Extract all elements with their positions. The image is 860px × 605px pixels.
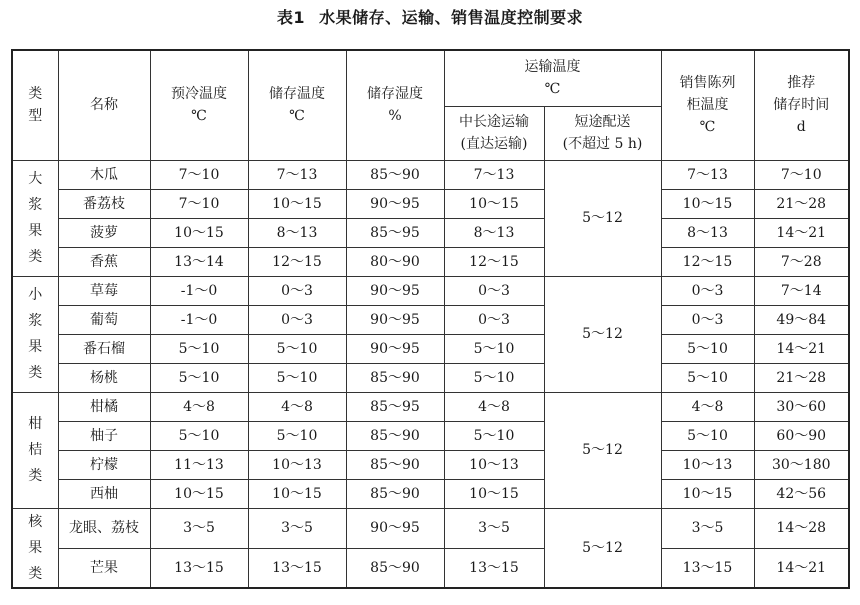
cell-long-transport: 10～15 [444,479,544,508]
cell-long-transport: 0～3 [444,276,544,305]
cell-days: 14～21 [754,548,849,588]
header-transport [444,50,661,106]
cell-humidity: 90～95 [346,334,444,363]
cell-humidity: 90～95 [346,276,444,305]
cell-short-transport: 5～12 [544,160,661,276]
category-char: 类 [28,565,43,582]
cell-days: 7～28 [754,247,849,276]
header-storage-temp [248,50,346,160]
cell-name: 香蕉 [58,247,150,276]
cell-name: 西柚 [58,479,150,508]
table-row [12,218,849,247]
header-sales-unit: ℃ [699,119,716,136]
cell-sales: 7～13 [661,160,754,189]
table-number: 表1 [276,8,306,27]
cell-long-transport: 10～13 [444,450,544,479]
cell-sales: 10～13 [661,450,754,479]
cell-name: 柠檬 [58,450,150,479]
cell-long-transport: 3～5 [444,508,544,548]
cell-precool: 10～15 [150,479,248,508]
header-sales-line1: 销售陈列 [679,75,736,92]
cell-long-transport: 7～13 [444,160,544,189]
cell-days: 42～56 [754,479,849,508]
header-transport-long-line2: (直达运输) [460,136,528,152]
category-char: 小 [28,287,43,303]
cell-sales: 8～13 [661,218,754,247]
header-transport-short [544,106,661,160]
cell-long-transport: 4～8 [444,392,544,421]
header-transport-label: 运输温度 [524,59,581,76]
category-char: 类 [28,468,43,484]
cell-category [12,392,58,508]
header-recommended-line1: 推荐 [787,75,816,92]
header-storage-humidity-unit: % [388,108,402,125]
cell-long-transport: 13～15 [444,548,544,588]
cell-storage-temp: 10～15 [248,479,346,508]
cell-sales: 5～10 [661,334,754,363]
cell-humidity: 85～90 [346,421,444,450]
table-row [12,160,849,189]
cell-long-transport: 5～10 [444,363,544,392]
header-recommended-line2: 储存时间 [773,97,830,114]
header-storage-temp-label: 储存温度 [269,86,325,103]
header-transport-short-line1: 短途配送 [574,114,631,130]
cell-short-transport: 5～12 [544,508,661,588]
cell-humidity: 85～90 [346,363,444,392]
table-row [12,479,849,508]
cell-humidity: 85～95 [346,392,444,421]
table-caption: 水果储存、运输、销售温度控制要求 [319,8,584,27]
header-sales [661,50,754,160]
cell-sales: 5～10 [661,363,754,392]
cell-long-transport: 10～15 [444,189,544,218]
table-body [12,160,849,588]
cell-precool: 7～10 [150,189,248,218]
header-recommended [754,50,849,160]
cell-sales: 3～5 [661,508,754,548]
cell-precool: 5～10 [150,421,248,450]
cell-humidity: 90～95 [346,189,444,218]
table-title [0,6,860,30]
category-char: 浆 [28,197,43,213]
cell-precool: 11～13 [150,450,248,479]
category-char: 核 [28,513,43,530]
header-storage-temp-unit: ℃ [289,108,305,125]
header-precool-unit: ℃ [191,108,207,125]
cell-precool: 13～15 [150,548,248,588]
cell-days: 21～28 [754,189,849,218]
cell-humidity: 85～90 [346,548,444,588]
cell-name: 番荔枝 [58,189,150,218]
cell-precool: -1～0 [150,305,248,334]
cell-long-transport: 0～3 [444,305,544,334]
header-category [12,50,58,160]
cell-humidity: 90～95 [346,508,444,548]
cell-days: 14～21 [754,218,849,247]
table-row [12,189,849,218]
header-transport-short-line2: (不超过 5 h) [562,136,643,152]
cell-storage-temp: 10～13 [248,450,346,479]
header-transport-long [444,106,544,160]
cell-days: 30～180 [754,450,849,479]
cell-short-transport: 5～12 [544,276,661,392]
table-row [12,421,849,450]
cell-sales: 13～15 [661,548,754,588]
cell-precool: -1～0 [150,276,248,305]
cell-precool: 10～15 [150,218,248,247]
cell-sales: 12～15 [661,247,754,276]
header-transport-long-line1: 中长途运输 [459,114,529,130]
cell-sales: 0～3 [661,305,754,334]
category-char: 类 [28,365,43,381]
cell-storage-temp: 10～15 [248,189,346,218]
cell-precool: 13～14 [150,247,248,276]
cell-storage-temp: 8～13 [248,218,346,247]
category-char: 类 [28,249,43,265]
cell-sales: 10～15 [661,189,754,218]
cell-name: 草莓 [58,276,150,305]
cell-sales: 4～8 [661,392,754,421]
cell-precool: 5～10 [150,363,248,392]
cell-category [12,160,58,276]
cell-name: 杨桃 [58,363,150,392]
cell-name: 柑橘 [58,392,150,421]
cell-storage-temp: 0～3 [248,276,346,305]
cell-storage-temp: 4～8 [248,392,346,421]
table-row [12,305,849,334]
cell-name: 芒果 [58,548,150,588]
cell-humidity: 80～90 [346,247,444,276]
cell-storage-temp: 5～10 [248,334,346,363]
category-char: 柑 [28,416,43,432]
cell-name: 菠萝 [58,218,150,247]
category-char: 果 [28,223,43,239]
header-category-char: 型 [28,108,43,125]
cell-days: 30～60 [754,392,849,421]
cell-humidity: 85～90 [346,479,444,508]
header-category-char: 类 [28,86,43,103]
cell-long-transport: 12～15 [444,247,544,276]
category-char: 果 [28,539,43,556]
cell-storage-temp: 5～10 [248,363,346,392]
cell-days: 14～21 [754,334,849,363]
cell-name: 番石榴 [58,334,150,363]
cell-sales: 5～10 [661,421,754,450]
header-storage-humidity-label: 储存湿度 [367,86,423,103]
fruit-temperature-table [11,49,850,589]
cell-name: 柚子 [58,421,150,450]
cell-storage-temp: 12～15 [248,247,346,276]
table-row [12,247,849,276]
cell-sales: 0～3 [661,276,754,305]
cell-precool: 5～10 [150,334,248,363]
cell-humidity: 85～90 [346,450,444,479]
cell-category [12,508,58,588]
cell-storage-temp: 5～10 [248,421,346,450]
table-row [12,548,849,588]
cell-category [12,276,58,392]
cell-humidity: 85～90 [346,160,444,189]
header-precool-label: 预冷温度 [171,86,227,103]
cell-storage-temp: 0～3 [248,305,346,334]
cell-days: 60～90 [754,421,849,450]
table-row [12,334,849,363]
cell-days: 7～14 [754,276,849,305]
cell-days: 14～28 [754,508,849,548]
header-storage-humidity [346,50,444,160]
category-char: 桔 [28,442,43,458]
cell-days: 7～10 [754,160,849,189]
cell-name: 龙眼、荔枝 [58,508,150,548]
cell-storage-temp: 7～13 [248,160,346,189]
cell-name: 木瓜 [58,160,150,189]
cell-short-transport: 5～12 [544,392,661,508]
cell-days: 49～84 [754,305,849,334]
table-row [12,392,849,421]
cell-storage-temp: 3～5 [248,508,346,548]
table-header [12,50,849,160]
cell-days: 21～28 [754,363,849,392]
table-row [12,508,849,548]
cell-humidity: 85～95 [346,218,444,247]
cell-precool: 3～5 [150,508,248,548]
table-row [12,276,849,305]
header-name: 名称 [58,50,150,160]
cell-sales: 10～15 [661,479,754,508]
cell-precool: 4～8 [150,392,248,421]
table-row [12,363,849,392]
category-char: 浆 [28,313,43,329]
header-sales-line2: 柜温度 [686,97,729,114]
cell-humidity: 90～95 [346,305,444,334]
cell-name: 葡萄 [58,305,150,334]
category-char: 大 [28,171,43,187]
cell-long-transport: 5～10 [444,421,544,450]
header-recommended-unit: d [796,119,806,136]
cell-precool: 7～10 [150,160,248,189]
cell-long-transport: 5～10 [444,334,544,363]
cell-long-transport: 8～13 [444,218,544,247]
header-precool [150,50,248,160]
table-row [12,450,849,479]
header-transport-unit: ℃ [544,81,561,98]
cell-storage-temp: 13～15 [248,548,346,588]
category-char: 果 [28,339,43,355]
